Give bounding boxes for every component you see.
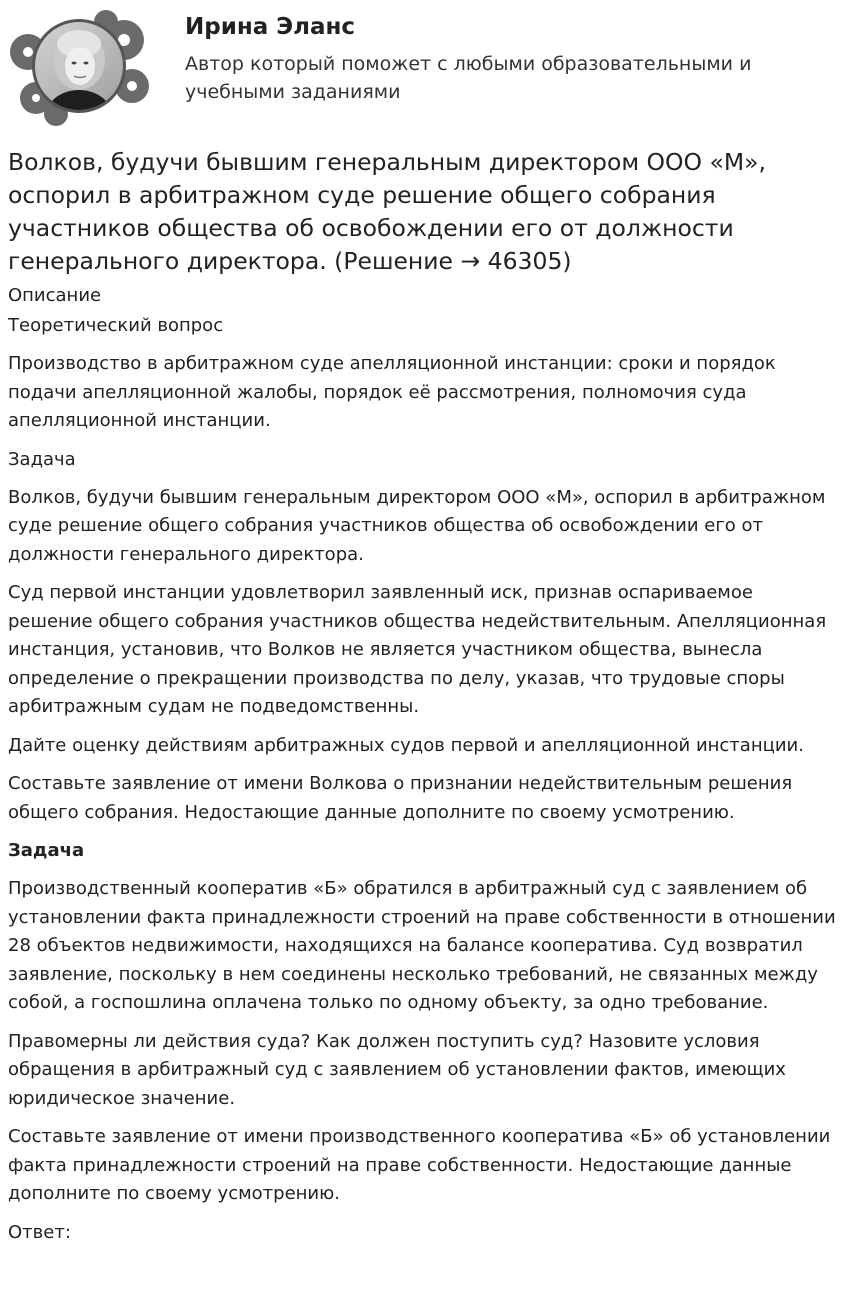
author-description: Автор который поможет с любыми образовательными и учебными заданиями [185,53,752,103]
task-paragraph: Суд первой инстанции удовлетворил заявленный иск, признав оспариваемое решение общего собрания участников общества недействительным. Апелляционная инстанция, установив, что Волков не является участником общества, вынесла определение о прекращении производства по делу, указав, что трудовые споры арбитражным судам не подведомственны. [8,582,827,717]
description-label: Описание [8,285,102,306]
page-title: Волков, будучи бывшим генеральным директором ООО «М», оспорил в арбитражном суде решение общего собрания участников общества об освобождении его от должности генерального директора. (Решение → 46305) [8,148,766,275]
task-paragraph: Волков, будучи бывшим генеральным директором ООО «М», оспорил в арбитражном суде решение общего собрания участников общества об освобождении его от должности генерального директора. [8,486,826,565]
author-name: Ирина Эланс [185,14,356,40]
task-label: Задача [8,448,76,470]
theory-label: Теоретический вопрос [8,315,224,336]
document-content [8,146,840,1247]
task-paragraph: Дайте оценку действиям арбитражных судов первой и апелляционной инстанции. [8,734,804,756]
author-avatar [6,6,152,126]
answer-label: Ответ: [8,1221,71,1243]
theory-paragraph: Производство в арбитражном суде апелляционной инстанции: сроки и порядок подачи апелляционной жалобы, порядок её рассмотрения, полномочия суда апелляционной инстанции. [8,353,776,431]
task-paragraph: Составьте заявление от имени производственного кооператива «Б» об установлении факта принадлежности строений на праве собственности. Недостающие данные дополните по своему усмотрению. [8,1126,831,1204]
task-paragraph: Производственный кооператив «Б» обратился в арбитражный суд с заявлением об установлении факта принадлежности строений на праве собственности в отношении 28 объектов недвижимости, находящихся на балансе кооператива. Суд возвратил заявление, поскольку в нем соединены несколько требований, не связанных между собой, а госпошлина оплачена только по одному объекту, за одно требование. [8,878,836,1013]
task-paragraph: Составьте заявление от имени Волкова о признании недействительным решения общего собрания. Недостающие данные дополните по своему усмотрению. [8,773,793,823]
author-block [0,0,847,130]
task-paragraph: Правомерны ли действия суда? Как должен поступить суд? Назовите условия обращения в арбитражный суд с заявлением об установлении фактов, имеющих юридическое значение. [8,1030,786,1109]
task-heading: Задача [8,840,85,861]
